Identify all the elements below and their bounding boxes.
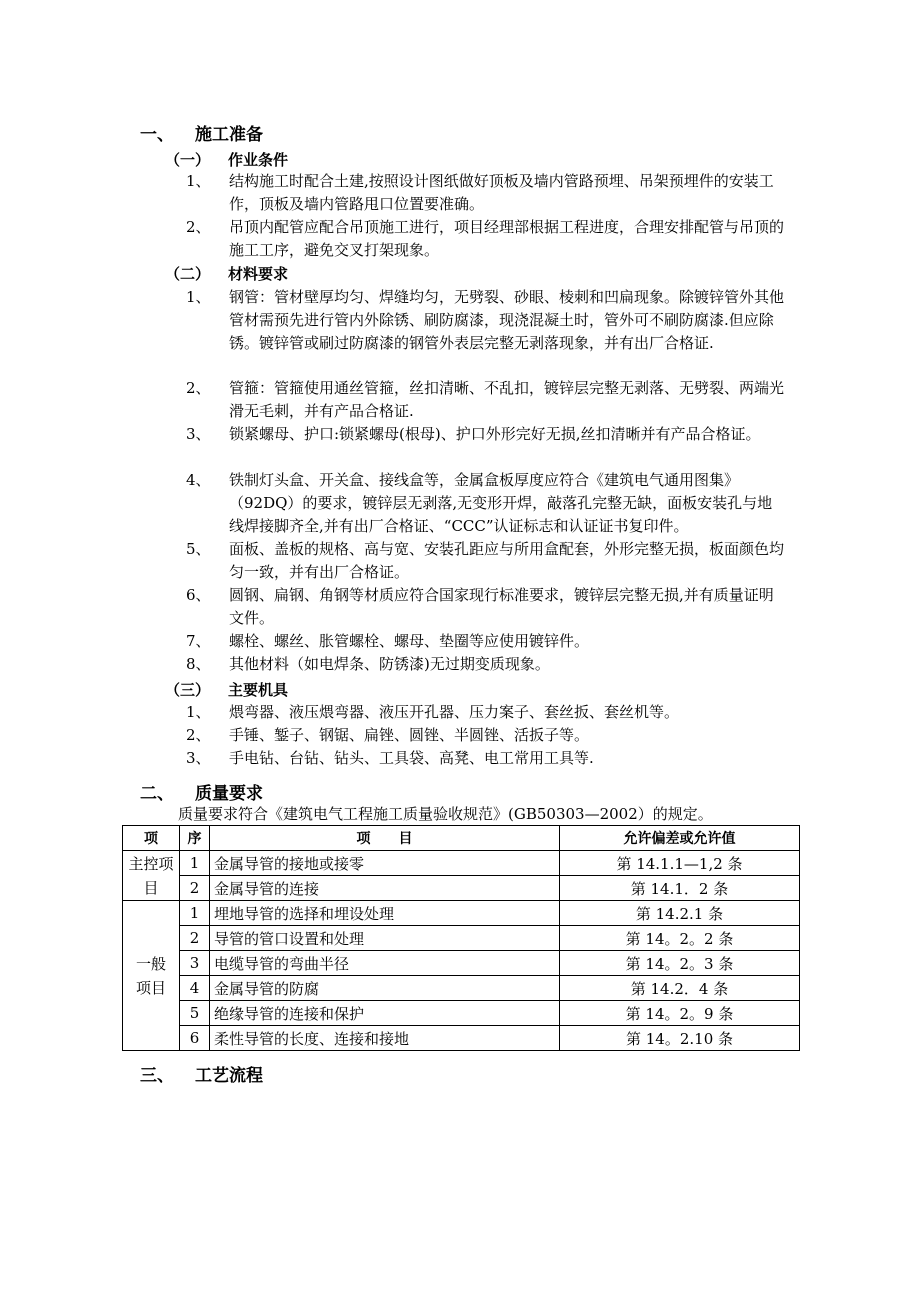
subsection-number: （三） [165, 681, 211, 699]
seq-cell: 3 [180, 951, 210, 976]
item-number: 4、 [186, 471, 211, 489]
list-item [186, 584, 786, 630]
group-general: 一般项目 [123, 901, 180, 1051]
item-text: 煨弯器、液压煨弯器、液压开孔器、压力案子、套丝扳、套丝机等。 [229, 703, 680, 721]
section-heading-2 [140, 779, 263, 804]
value-cell: 第 14。2。2 条 [560, 926, 800, 951]
item-number: 1、 [186, 288, 211, 306]
item-number: 6、 [186, 586, 211, 604]
item-cell: 金属导管的接地或接零 [210, 851, 560, 876]
section-title: 质量要求 [195, 784, 263, 804]
table-row [123, 1001, 800, 1026]
table-row [123, 976, 800, 1001]
section-number: 一、 [140, 125, 174, 145]
list-item [186, 747, 786, 770]
quality-intro: 质量要求符合《建筑电气工程施工质量验收规范》(GB50303—2002）的规定。 [178, 805, 713, 823]
item-number: 2、 [186, 726, 211, 744]
item-number: 3、 [186, 749, 211, 767]
table-row [123, 851, 800, 876]
table-row [123, 876, 800, 901]
list-item [186, 630, 786, 653]
section-title: 工艺流程 [195, 1066, 263, 1086]
list-item [186, 286, 786, 355]
item-text: 手锤、錾子、钢锯、扁锉、圆锉、半圆锉、活扳子等。 [229, 726, 590, 744]
table-header-row [123, 826, 800, 851]
item-cell: 电缆导管的弯曲半径 [210, 951, 560, 976]
subsection-title: 材料要求 [228, 265, 289, 283]
header-value: 允许偏差或允许值 [560, 826, 800, 851]
section-heading-1 [140, 120, 263, 145]
item-number: 1、 [186, 172, 211, 190]
item-number: 2、 [186, 379, 211, 397]
item-number: 5、 [186, 540, 211, 558]
item-cell: 金属导管的防腐 [210, 976, 560, 1001]
item-cell: 金属导管的连接 [210, 876, 560, 901]
subsection-title: 主要机具 [228, 681, 289, 699]
list-item [186, 701, 786, 724]
section-number: 三、 [140, 1066, 174, 1086]
item-cell: 柔性导管的长度、连接和接地 [210, 1026, 560, 1051]
subsection-heading-1 [165, 149, 288, 170]
item-text: 管箍：管箍使用通丝管箍，丝扣清晰、不乱扣，镀锌层完整无剥落、无劈裂、两端光滑无毛刺，并有产品合格证. [229, 379, 785, 420]
table-row [123, 901, 800, 926]
subsection-number: （二） [165, 265, 211, 283]
item-cell: 绝缘导管的连接和保护 [210, 1001, 560, 1026]
item-text: 其他材料（如电焊条、防锈漆)无过期变质现象。 [229, 655, 550, 673]
section-heading-3 [140, 1061, 263, 1086]
value-cell: 第 14.2．4 条 [560, 976, 800, 1001]
subsection-heading-2 [165, 263, 288, 284]
table-row [123, 951, 800, 976]
list-item [186, 377, 786, 423]
table-row [123, 926, 800, 951]
item-text: 结构施工时配合土建,按照设计图纸做好顶板及墙内管路预埋、吊架预埋件的安装工作，顶板及墙内管路甩口位置要准确。 [229, 172, 774, 213]
section-title: 施工准备 [195, 125, 263, 145]
list-item [186, 538, 786, 584]
seq-cell: 6 [180, 1026, 210, 1051]
seq-cell: 1 [180, 851, 210, 876]
list-item [186, 469, 786, 538]
value-cell: 第 14.2.1 条 [560, 901, 800, 926]
seq-cell: 4 [180, 976, 210, 1001]
item-number: 2、 [186, 218, 211, 236]
item-number: 1、 [186, 703, 211, 721]
header-seq: 序 [180, 826, 210, 851]
list-item [186, 423, 786, 446]
value-cell: 第 14。2。9 条 [560, 1001, 800, 1026]
section-number: 二、 [140, 784, 174, 804]
table-row [123, 1026, 800, 1051]
group-main-control: 主控项目 [123, 851, 180, 901]
item-text: 锁紧螺母、护口:锁紧螺母(根母)、护口外形完好无损,丝扣清晰并有产品合格证。 [229, 425, 761, 443]
item-text: 铁制灯头盒、开关盒、接线盒等，金属盒板厚度应符合《建筑电气通用图集》（92DQ）的要求，镀锌层无剥落,无变形开焊，敲落孔完整无缺，面板安装孔与地线焊接脚齐全,并有出厂合格证、“CCC”认证标志和认证证书复印件。 [229, 471, 773, 535]
seq-cell: 2 [180, 876, 210, 901]
subsection-heading-3 [165, 679, 288, 700]
item-cell: 导管的管口设置和处理 [210, 926, 560, 951]
item-text: 吊顶内配管应配合吊顶施工进行，项目经理部根据工程进度，合理安排配管与吊顶的施工工序，避免交叉打架现象。 [229, 218, 785, 259]
item-cell: 埋地导管的选择和埋设处理 [210, 901, 560, 926]
item-text: 面板、盖板的规格、高与宽、安装孔距应与所用盒配套，外形完整无损，板面颜色均匀一致，并有出厂合格证。 [229, 540, 785, 581]
item-text: 螺栓、螺丝、胀管螺栓、螺母、垫圈等应使用镀锌件。 [229, 632, 590, 650]
item-number: 7、 [186, 632, 211, 650]
subsection-title: 作业条件 [228, 151, 289, 169]
item-text: 圆钢、扁钢、角钢等材质应符合国家现行标准要求，镀锌层完整无损,并有质量证明文件。 [229, 586, 774, 627]
list-item [186, 653, 786, 676]
item-number: 8、 [186, 655, 211, 673]
list-item [186, 724, 786, 747]
value-cell: 第 14.1．2 条 [560, 876, 800, 901]
subsection-number: （一） [165, 151, 211, 169]
seq-cell: 5 [180, 1001, 210, 1026]
item-number: 3、 [186, 425, 211, 443]
list-item [186, 170, 786, 216]
header-category: 项 [123, 826, 180, 851]
value-cell: 第 14。2。3 条 [560, 951, 800, 976]
value-cell: 第 14.1.1—1,2 条 [560, 851, 800, 876]
item-text: 手电钻、台钻、钻头、工具袋、高凳、电工常用工具等. [229, 749, 594, 767]
quality-table [122, 825, 800, 1051]
item-text: 钢管：管材壁厚均匀、焊缝均匀，无劈裂、砂眼、棱刺和凹扁现象。除镀锌管外其他管材需预先进行管内外除锈、刷防腐漆，现浇混凝土时，管外可不刷防腐漆.但应除锈。镀锌管或刷过防腐漆的钢管外表层完整无剥落现象，并有出厂合格证. [229, 288, 785, 352]
list-item [186, 216, 786, 262]
seq-cell: 2 [180, 926, 210, 951]
seq-cell: 1 [180, 901, 210, 926]
header-item: 项 目 [210, 826, 560, 851]
value-cell: 第 14。2.10 条 [560, 1026, 800, 1051]
